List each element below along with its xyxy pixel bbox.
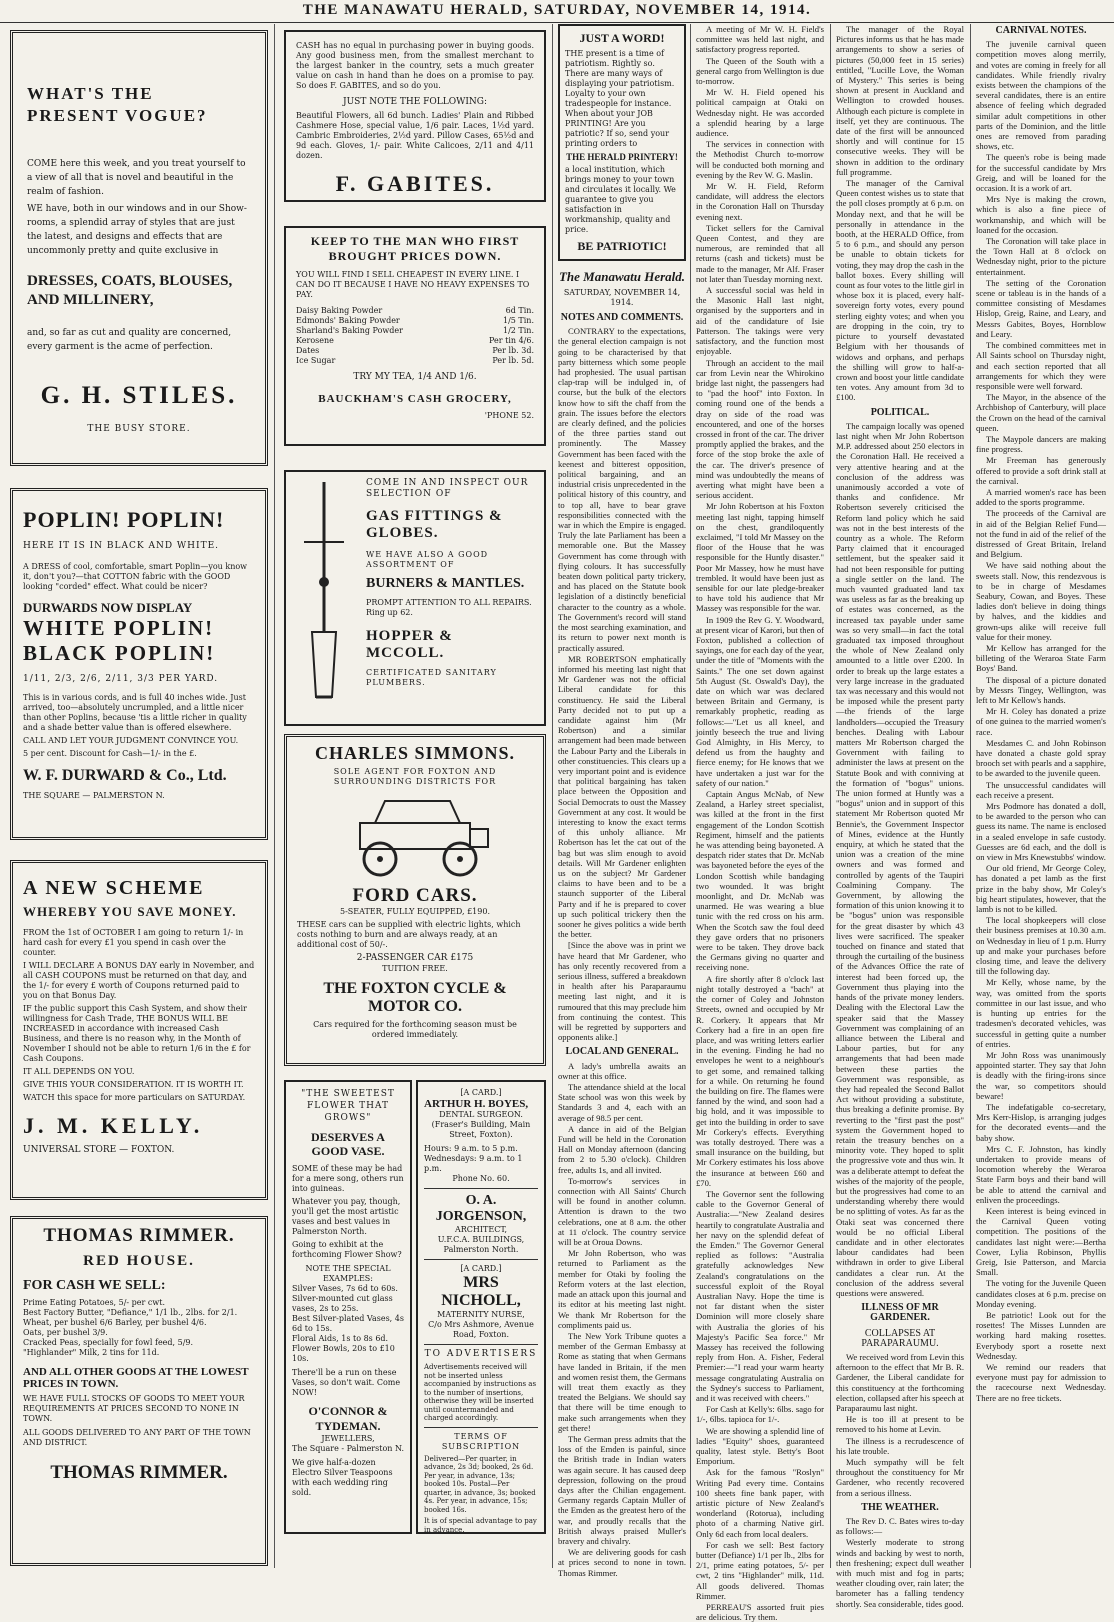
gas-lamp-icon bbox=[294, 482, 354, 712]
simmons-advert bbox=[284, 734, 546, 1066]
column-5 bbox=[836, 24, 964, 1609]
item-price: Per lb. 3d. bbox=[492, 346, 534, 355]
paragraph: Westerly moderate to strong winds and backing by west to north, then freshening; expect dull weather with much mist and fog in parts; weather clouding over, rain later; the barometer has a falling tendency shortly. Sea considerable, tides good. bbox=[836, 1537, 964, 1609]
ford-car-icon bbox=[330, 793, 500, 879]
list-item: Prime Eating Potatoes, 5/- per cwt. bbox=[23, 1298, 165, 1307]
durward-name: W. F. DURWARD & Co., Ltd. bbox=[23, 767, 227, 784]
list-item: Cracked Peas, specially for fowl feed, 5/9. bbox=[23, 1338, 194, 1347]
list-item: Floral Aids, 1s to 8s 6d. bbox=[292, 1334, 389, 1343]
rimmer-text: ALL GOODS DELIVERED TO ANY PART OF THE TOWN AND DISTRICT. bbox=[23, 1428, 251, 1447]
stiles-text: COME here this week, and you treat yourself to a view of all that is novel and beautiful in the realm of fashion. bbox=[27, 159, 246, 197]
oconnor-text: Whatever you pay, though, you'll get the most artistic vases and best values in Palmerston North. bbox=[292, 1197, 401, 1236]
section-heading: LOCAL AND GENERAL. bbox=[565, 1046, 679, 1058]
simmons-ford: FORD CARS. bbox=[352, 885, 478, 906]
rimmer-price-list bbox=[23, 1298, 255, 1358]
price-row bbox=[296, 356, 534, 366]
paragraph: Captain Angus McNab, of New Zealand, a Harley street specialist, was killed at the front in the first engagement of the London Scottish Regiment, himself and the patients he was attending being bayoneted. A despatch rider states that Dr. McNab was bayoneted before the eyes of the London Scottish while bandaging two wounded. It was bright moonlight, and Dr. McNab was unarmed. He was wearing a blue tunic with the red cross on his arm. When the Scotch saw the foul deed they gave orders that no prisoners were to be taken. They drove back the Germans giving no quarter and receiving none. bbox=[696, 789, 824, 973]
bauckham-price-list bbox=[296, 306, 534, 366]
paragraph: A fire shortly after 8 o'clock last night totally destroyed a "bach" at the corner of Coley and Johnston Streets, owned and occupied by Mr R. Corkery. It appears that Mr Corkery had a fire in an open fire place, and was writing letters earlier in the evening. Finding he had no envelopes he went to a neighbour's to get some, and remained talking for a while. On returning he found the building on fire. The flames were fanned by the wind, and soon had a big hold, and it was impossible to get into the building in order to save Mr Corkery's effects. Everything was totally destroyed. There was a small insurance on the building, but Mr Corkery estimates his loss above the insurance at between £60 and £70. bbox=[696, 973, 824, 1188]
cards-column bbox=[416, 1080, 546, 1534]
simmons-price: 5-SEATER, FULLY EQUIPPED, £190. bbox=[340, 907, 490, 916]
paragraph: The Mayor, in the absence of the Archbishop of Canterbury, will place the Crown on the head of the carnival queen. bbox=[976, 392, 1106, 433]
kelly-text: I WILL DECLARE A BONUS DAY early in November, and all CASH COUPONS must be returned on that day, and the 1/- for every £ worth of Coupons returned paid to you on that Bonus Day. bbox=[23, 961, 255, 1000]
justaword-text: THE present is a time of patriotism. Rightly so. There are many ways of displaying your patriotism. Loyalty to your own tradespeople for instance. When about your JOB PRINTING! Are you patriotic? If so, send your printing orders to bbox=[565, 49, 675, 148]
stiles-products: DRESSES, COATS, BLOUSES, AND MILLINERY, bbox=[27, 273, 233, 308]
item-name: Ice Sugar bbox=[296, 356, 336, 365]
durward-text: This is in various cords, and is full 40 inches wide. Just arrived, too—absolutely uncrumpled, and a little nicer than other Poplins, because 'tis a little richer in quality and a shade better value than is offered elsewhere. bbox=[23, 693, 247, 732]
justaword-printery: THE HERALD PRINTERY! bbox=[566, 152, 678, 162]
stiles-text: WE have, both in our windows and in our Show-rooms, a splendid array of styles that are just the latest, and designs and effects that are uncommonly pretty and quite exclusive in bbox=[27, 204, 247, 256]
durward-black: BLACK POPLIN! bbox=[23, 641, 216, 665]
hopper-sub: CERTIFICATED SANITARY PLUMBERS. bbox=[366, 668, 497, 687]
simmons-text: SOLE AGENT FOR FOXTON AND SURROUNDING DISTRICTS FOR bbox=[333, 767, 497, 786]
oconnor-text: SOME of these may be had for a mere song, others run into guineas. bbox=[292, 1164, 404, 1193]
paragraph: Mr John Robertson at his Foxton meeting last night, tapping himself on the chest, grandiloquently exclaimed, "I told Mr Massey on the floor of the House that he was responsible for the Huntly disaster." Poor Mr Massey, how he must have trembled. It would have been just as sensible for our late pledge-breaker to have told his audience that Mr Massey was responsible for the war. bbox=[696, 501, 824, 614]
oconnor-text: We give half-a-dozen Electro Silver Teaspoons with each wedding ring sold. bbox=[292, 1458, 393, 1497]
paragraph: A dance in aid of the Belgian Fund will be held in the Coronation Hall on Monday afternoon (dancing from 2 to 5.30 o'clock). Children free, adults 1s, and all invited. bbox=[558, 1123, 686, 1175]
justaword-heading: JUST A WORD! bbox=[579, 31, 665, 45]
paragraph: A meeting of Mr W. H. Field's committee was held last night, and satisfactory progress reported. bbox=[696, 24, 824, 55]
stiles-heading: WHAT'S THE PRESENT VOGUE? bbox=[27, 84, 208, 125]
paragraph: Mr W. H. Field, Reform candidate, will address the electors in the Coronation Hall on Thursday evening next. bbox=[696, 181, 824, 222]
paragraph: The queen's robe is being made for the successful candidate by Mrs Greig, and will be loaned for the occasion. It is a work of art. bbox=[976, 152, 1106, 194]
paragraph: CONTRARY to the expectations, the general election campaign is not going to be characterised by that party bitterness which some people had prophesied. The usual partisan clap-trap will be indulged in, of course, but the bulk of the electors know how to sift the chaff from the grain. The issues before the electors are clearly defined, and the policies of the three parties stand out prominently. The Massey Government has been faced with the keenest and bitterest opposition, political bargaining, and an industrial crisis unprecedented in the political history of this country, and to top all, have to bear grave responsibilities connected with the war in which the Empire is engaged. Truly the late Parliament has been a memorable one. But the Massey Government has come through with flying colours. It has successfully beaten down political party trickery, and has placed on the Statute book legislation of a distinctly beneficial character to the country as a whole. The Government's record will stand the most searching examination, and its return to power next month is practically assured. bbox=[558, 326, 686, 653]
hopper-heading: GAS FITTINGS & GLOBES. bbox=[366, 508, 503, 541]
kelly-heading: A NEW SCHEME bbox=[23, 877, 205, 899]
list-item: Silver-mounted cut glass vases, 2s to 25s. bbox=[292, 1294, 393, 1313]
kelly-advert bbox=[10, 860, 268, 1200]
item-price: 1/2 Tin. bbox=[502, 326, 534, 335]
paragraph: [Since the above was in print we have heard that Mr Gardener, who has only recently recovered from a serious illness, suffered a breakdown in health after his Paraparaumu meeting last night, and it is rumoured that this may preclude him from continuing the contest. This will be regretted by supporters and opponents alike.] bbox=[558, 940, 686, 1043]
paragraph: The proceeds of the Carnival are in aid of the Belgian Relief Fund—not the fund in aid of the relief of the distressed of Great Britain, Ireland and Belgium. bbox=[976, 508, 1106, 560]
justaword-text: a local institution, which brings money to your town and circulates it locally. We guarantee to give you satisfaction in workmanship, quality and price. bbox=[565, 165, 676, 234]
durward-text: A DRESS of cool, comfortable, smart Poplin—you know it, don't you?—that COTTON fabric with the GOOD looking "corded" effect. What could be nicer? bbox=[23, 562, 248, 591]
price-row bbox=[296, 316, 534, 326]
justaword-advert bbox=[558, 24, 686, 261]
paragraph: Through an accident to the mail car from Levin near the Whirokino bridge last night, the passengers had to "pad the hoof" into Foxton. In coming round one of the bends a dray on side of the road was encountered, and one of the horses crossed in front of the car. The driver promptly applied the brakes, and the force of the stop broke the axle of the car. The driver's presence of mind was undoubtedly the means of averting what might have been a serious accident. bbox=[696, 357, 824, 501]
paragraph: Ask for the famous "Roslyn" Writing Pad every time. Contains 100 sheets fine bank paper, with artistic picture of New Zealand's wonderland (Rotorua), including photo of a charming Native girl. Only 6d each from local dealers. bbox=[696, 1467, 824, 1539]
paragraph: We remind our readers that everyone must pay for admission to the racecourse next Wednesday. There are no free tickets. bbox=[976, 1362, 1106, 1403]
section-heading: POLITICAL. bbox=[870, 406, 930, 418]
simmons-heading: CHARLES SIMMONS. bbox=[314, 743, 516, 763]
paragraph: The Rev D. C. Bates wires to-day as follows:— bbox=[836, 1516, 964, 1537]
paragraph: The indefatigable co-secretary, Mrs Kerr-Hislop, is arranging judges for the decorated events—and the baby show. bbox=[976, 1101, 1106, 1143]
subscription-text: Delivered—Per quarter, in advance, 2s 3d; booked, 2s 6d. Per year, in advance, 13s; booked 10s. Postal—Per quarter, in advance, 3s; booked 4s. Per year, in advance, 15s; booked 16s. bbox=[424, 1454, 536, 1514]
price-row bbox=[296, 346, 534, 356]
hopper-text: COME IN AND INSPECT OUR SELECTION OF bbox=[366, 478, 529, 499]
paragraph: We have said nothing about the sweets stall. Now, this rendezvous is to be in charge of Mesdames Seabury, Cowan, and Boyes. These ladies don't believe in doing things by halves, and the kiddies and grown-ups alike will receive full value for their money. bbox=[976, 560, 1106, 642]
subscription-text: It is of special advantage to pay in advance. bbox=[424, 1517, 537, 1534]
section-subheading: COLLAPSES AT PARAPARAUMU. bbox=[861, 1327, 939, 1349]
bauckham-tea: TRY MY TEA, 1/4 AND 1/6. bbox=[353, 372, 477, 382]
paragraph: Mrs Nye is making the crown, which is also a fine piece of workmanship, and which will be loaned for the occasion. bbox=[976, 194, 1106, 235]
advertisers-heading: TO ADVERTISERS bbox=[424, 1349, 538, 1359]
paragraph: The German press admits that the loss of the Emden is painful, since the British trade in Indian waters was again secure. It has caused deep depression, following on the proud days after the Chilian engagement. Germany regards Captain Muller of the Emden as the greatest hero of the war, and proudly recalls that the British always praised Muller's bravery and chivalry. bbox=[558, 1433, 686, 1546]
gabites-name: F. GABITES. bbox=[335, 171, 495, 196]
durward-address: THE SQUARE — PALMERSTON N. bbox=[23, 791, 165, 800]
nicholl-name: MRS NICHOLL, bbox=[441, 1274, 521, 1309]
paragraph: Our old friend, Mr George Coley, has donated a pet lamb as the first prize in the baby show, Mr Coley's big heart stipulates, however, that the lamb is not to be killed. bbox=[976, 863, 1106, 915]
durward-white: WHITE POPLIN! bbox=[23, 616, 215, 640]
column-6 bbox=[976, 24, 1106, 1568]
kelly-text: IF the public support this Cash System, and show their willingness for Cash Trade, THE BONUS WILL BE INCREASED in accordance with increased Cash Business, and there is no reason why, in the Month of November I should not be able to return 1/6 in the £ for Cash Coupons. bbox=[23, 1004, 251, 1063]
stiles-name: G. H. STILES. bbox=[40, 382, 238, 409]
gabites-heading: JUST NOTE THE FOLLOWING: bbox=[342, 97, 488, 107]
bauckham-heading: KEEP TO THE MAN WHO FIRST BROUGHT PRICES DOWN. bbox=[310, 234, 520, 263]
paragraph: The Governor sent the following cable to the Governor General of Australia:—"New Zealand desires heartily to congratulate Australia and her navy on the splendid defeat of the Emden." The Governor General replied as follows: "Australia gratefully acknowledges New Zealand's congratulations on the successful exploit of the Royal Australian Navy. Hope the time is not far distant when the sister Dominion will more closely share with Australia the glories of his Majesty's Pacific Sea force." Mr Massey has received the following reply from Hon. A. Fisher, Federal Premier:—"I read your warm hearty message congratulating Australia on the Sydney's success to Parliament, and it was received with cheers." bbox=[696, 1188, 824, 1404]
simmons-tuition: TUITION FREE. bbox=[382, 964, 448, 973]
oconnor-advert bbox=[284, 1080, 412, 1534]
nicholl-address: C/o Mrs Ashmore, Avenue Road, Foxton. bbox=[428, 1320, 534, 1339]
paragraph: We received word from Levin this afternoon to the effect that Mr B. R. Gardener, the Liberal candidate for this constituency at the forthcoming election, collapsed after his speech at Paraparaumu last night. bbox=[836, 1352, 964, 1414]
rimmer-advert bbox=[10, 1216, 268, 1566]
gabites-text: Beautiful Flowers, all 6d bunch. Ladies' Plain and Ribbed Cashmere Hose, special value, 1/6 pair. Laces, 1½d yard. Cambric Embroideries, 2½d yard. Pillow Cases, 65½d and 9d each. Gloves, 1/- pair. White Calicoes, 2/11 and 4/11 dozen. bbox=[296, 111, 534, 160]
durward-discount: 5 per cent. Discount for Cash—1/- in the £. bbox=[23, 749, 197, 758]
oconnor-address: The Square - Palmerston N. bbox=[292, 1444, 404, 1453]
item-name: Dates bbox=[296, 346, 320, 355]
price-row bbox=[296, 306, 534, 316]
list-item: Flower Bowls, 20s to £10 10s. bbox=[292, 1344, 395, 1363]
durward-display: DURWARDS NOW DISPLAY bbox=[23, 600, 193, 615]
paragraph: Mesdames C. and John Robinson have donated a chaste gold spray brooch set with pearls and a sapphire, to be awarded to the juvenile queen. bbox=[976, 737, 1106, 779]
section-heading: CARNIVAL NOTES. bbox=[995, 25, 1087, 36]
boyes-role: DENTAL SURGEON. bbox=[439, 1110, 523, 1119]
oconnor-heading: "THE SWEETEST FLOWER THAT GROWS" bbox=[301, 1089, 395, 1123]
durward-prices: 1/11, 2/3, 2/6, 2/11, 3/3 PER YARD. bbox=[23, 674, 219, 684]
bauckham-advert bbox=[284, 226, 546, 446]
jorgenson-text: U.F.C.A. BUILDINGS, bbox=[437, 1235, 525, 1244]
item-name: Edmonds' Baking Powder bbox=[296, 316, 400, 325]
paragraph: Mr Kellow has arranged for the billeting of the Weraroa State Farm Boys' Band. bbox=[976, 642, 1106, 674]
hopper-text: PROMPT ATTENTION TO ALL REPAIRS. bbox=[366, 598, 532, 607]
oconnor-text: Going to exhibit at the forthcoming Flower Show? bbox=[292, 1240, 402, 1259]
oconnor-text: There'll be a run on these Vases, so don't wait. Come NOW! bbox=[292, 1368, 401, 1397]
paragraph: To-morrow's services in connection with All Saints' Church will be found in another column. Attention is drawn to the two celebrations, one at 8 a.m. the other at 11 o'clock. The country service will be at Oroua Downs. bbox=[558, 1175, 686, 1248]
durward-subheading: HERE IT IS IN BLACK AND WHITE. bbox=[23, 541, 220, 551]
advertisers-text: Advertisements received will not be inserted unless accompanied by instructions as to the number of insertions, otherwise they will be inserted until countermanded and charged accordingly. bbox=[424, 1363, 537, 1422]
paragraph: The New York Tribune quotes a member of the German Embassy at Rome as stating that when Germans have landed in Britain, if the men and women resist them, the Germans will treat them exactly as they treated the Belgians. We should say that there will be time enough to make such arrangements when they get there! bbox=[558, 1330, 686, 1433]
price-row bbox=[296, 336, 534, 346]
item-name: Kerosene bbox=[296, 336, 334, 345]
paragraph: The voting for the Juvenile Queen candidates closes at 6 p.m. precise on Monday evening. bbox=[976, 1278, 1106, 1309]
stiles-advert bbox=[10, 30, 268, 466]
paragraph: Mrs C. F. Johnston, has kindly undertaken to provide means of locomotion whereby the Weraroa State Farm boys and their band will be able to attend the carnival and enliven the proceedings. bbox=[976, 1143, 1106, 1205]
paragraph: A successful social was held in the Masonic Hall last night, organised by the supporters and in aid of the candidature of Isie Patterson. The takings were very satisfactory, and the function most enjoyable. bbox=[696, 285, 824, 357]
justaword-patriotic: BE PATRIOTIC! bbox=[577, 239, 667, 253]
hopper-text: WE HAVE ALSO A GOOD ASSORTMENT OF bbox=[366, 550, 489, 569]
item-price: Per tin 4/6. bbox=[488, 336, 534, 345]
kelly-sub: UNIVERSAL STORE — FOXTON. bbox=[23, 1145, 175, 1155]
paragraph: Mr Freeman has generously offered to provide a soft drink stall at the carnival. bbox=[976, 455, 1106, 486]
list-item: Best Factory Butter, "Defiance," 1/1 lb., 2lbs. for 2/1. bbox=[23, 1308, 238, 1317]
column-rule bbox=[552, 24, 553, 1568]
paragraph: The services in connection with the Methodist Church to-morrow will be conducted both morning and evening by the Rev W. G. Maslin. bbox=[696, 139, 824, 180]
oconnor-subheading: NOTE THE SPECIAL EXAMPLES: bbox=[305, 1264, 391, 1283]
paragraph: Mrs Podmore has donated a doll, to be awarded to the person who can guess its name. The name is enclosed in a sealed envelope in safe custody. Guesses are 6d each, and the doll is on view in Mrs Knewstubbs' window. bbox=[976, 801, 1106, 863]
hopper-heading: BURNERS & MANTLES. bbox=[366, 576, 525, 591]
column-4 bbox=[696, 24, 824, 1622]
paragraph: The illness is a recrudescence of his late trouble. bbox=[836, 1435, 964, 1456]
paragraph: The local shopkeepers will close their business premises at 10.30 a.m. on Wednesday in lieu of 1 p.m. Hurry up and make your purchases before closing time, and leave the delivery till the following day. bbox=[976, 915, 1106, 977]
jorgenson-name: O. A. JORGENSON, bbox=[435, 1193, 527, 1224]
rimmer-text: AND ALL OTHER GOODS AT THE LOWEST PRICES IN TOWN. bbox=[23, 1366, 249, 1390]
paragraph: The disposal of a picture donated by Messrs Tingey, Wellington, was left to Mr Kellow's hands. bbox=[976, 674, 1106, 705]
simmons-passenger: 2-PASSENGER CAR £175 bbox=[356, 953, 474, 963]
list-item: Wheat, per bushel 6/6 Barley, per bushel 4/6. bbox=[23, 1318, 207, 1327]
paragraph: Much sympathy will be felt throughout the constituency for Mr Gardener, who recently recovered from a serious illness. bbox=[836, 1457, 964, 1498]
boyes-name: ARTHUR H. BOYES, bbox=[424, 1098, 529, 1110]
paragraph: For Cash at Kelly's: 6lbs. sago for 1/-, 6lbs. tapioca for 1/-. bbox=[696, 1404, 824, 1425]
paragraph: We are delivering goods for cash at prices second to none in town. Thomas Rimmer. bbox=[558, 1547, 686, 1578]
rimmer-name: THOMAS RIMMER. bbox=[50, 1462, 228, 1483]
paragraph: The manager of the Carnival Queen contest wishes us to state that the poll closes promptly at 6 p.m. on Monday next, and that he will be personally in attendance in the booth, at the HERALD Office, from 5 to 6 p.m., and should any person be unable to obtain tickets for voting, they may drop the cash in the ballot boxes. Every shilling will count as four votes to the little girl in whose box it is placed, every half-sovereign forty votes, every pound sterling eighty votes; and when you are dropping in the coin, try to picture to yourself devastated Belgium with her thousands of widows and orphans, and perhaps the shilling will grow to half-a-crown and boost your little candidate ten votes. Any amount from 3d to £100. bbox=[836, 178, 964, 403]
boyes-phone: Phone No. 60. bbox=[452, 1174, 510, 1183]
paragraph: Mr W. H. Field opened his political campaign at Otaki on Wednesday night. He was accorded a splendid hearing by a large audience. bbox=[696, 87, 824, 139]
nicholl-role: MATERNITY NURSE, bbox=[437, 1310, 525, 1319]
price-row bbox=[296, 326, 534, 336]
oconnor-vase: DESERVES A GOOD VASE. bbox=[311, 1130, 385, 1158]
list-item: Best Silver-plated Vases, 4s 6d to 15s. bbox=[292, 1314, 404, 1333]
column-3 bbox=[558, 24, 686, 1578]
durward-text: CALL AND LET YOUR JUDGMENT CONVINCE YOU. bbox=[23, 736, 239, 745]
column-rule bbox=[690, 24, 691, 1568]
stiles-sub: THE BUSY STORE. bbox=[87, 424, 191, 434]
paragraph: Mr Kelly, whose name, by the way, was omitted from the sports committee in our last issue, and who is hunting up entries for the tradesmen's decorated vehicles, was successful in getting quite a number of entries. bbox=[976, 977, 1106, 1049]
gabites-advert bbox=[284, 30, 546, 202]
item-name: Daisy Baking Powder bbox=[296, 306, 383, 315]
rimmer-text: WE HAVE FULL STOCKS OF GOODS TO MEET YOUR REQUIREMENTS AT PRICES SECOND TO NONE IN TOWN. bbox=[23, 1394, 245, 1423]
stiles-text: and, so far as cut and quality are concerned, every garment is the acme of perfection. bbox=[27, 328, 232, 352]
durward-heading: POPLIN! POPLIN! bbox=[23, 507, 225, 532]
paragraph: Mr H. Coley has donated a prize of one guinea to the married women's race. bbox=[976, 706, 1106, 737]
hopper-name: HOPPER & MCCOLL. bbox=[366, 628, 453, 661]
item-name: Sharland's Baking Powder bbox=[296, 326, 403, 335]
kelly-name: J. M. KELLY. bbox=[23, 1113, 204, 1138]
jorgenson-role: ARCHITECT, bbox=[454, 1225, 508, 1234]
section-heading: THE WEATHER. bbox=[861, 1501, 939, 1513]
list-item: Silver Vases, 7s 6d to 60s. bbox=[292, 1284, 398, 1293]
column-rule bbox=[274, 24, 275, 1568]
paragraph: Ticket sellers for the Carnival Queen Contest, and they are numerous, are reminded that all returns (cash and tickets) must be made to the manager, Mr Alf. Fraser not later than Tuesday morning next. bbox=[696, 222, 824, 284]
masthead: THE MANAWATU HERALD, SATURDAY, NOVEMBER 14, 1914. bbox=[0, 2, 1114, 23]
rimmer-forcash: FOR CASH WE SELL: bbox=[23, 1278, 166, 1293]
paragraph: Keen interest is being evinced in the Carnival Queen voting competition. The positions of the candidates last night were:—Bertha Cower, Lylia Robinson, Phyllis Greig, Isie Patterson, and Marcia Small. bbox=[976, 1205, 1106, 1278]
kelly-text: FROM the 1st of OCTOBER I am going to return 1/- in hard cash for every £1 you spend in cash over the counter. bbox=[23, 928, 244, 957]
paragraph: The Coronation will take place in the Town Hall at 8 o'clock on Wednesday night, prior to the picture entertainment. bbox=[976, 236, 1106, 277]
durward-advert bbox=[10, 488, 268, 840]
paragraph: The setting of the Coronation scene or tableau is in the hands of a committee consisting of Mesdames Hislop, Greig, Raine, and Leary, and Messrs Gabites, Boyes, Hornblow and Leary. bbox=[976, 277, 1106, 339]
rimmer-heading: THOMAS RIMMER. bbox=[43, 1225, 235, 1246]
simmons-company: THE FOXTON CYCLE & MOTOR CO. bbox=[323, 980, 507, 1015]
paragraph: The attendance shield at the local State school was won this week by Standards 3 and 4, each with an average of 98.5 per cent. bbox=[558, 1082, 686, 1123]
paragraph: The Queen of the South with a general cargo from Wellington is due to-morrow. bbox=[696, 55, 824, 87]
paragraph: MR ROBERTSON emphatically informed his meeting last night that Mr Gardener was not the official Liberal candidate for this constituency. He said the Liberal Party decided not to put up a candidate against him (Mr Robertson) and a similar arrangement had been made between the Labour Party and the Liberals in other constituencies. This clears up a very important point and is evidence that political bargaining has taken place between the Opposition and Social Democrats to oust the Massey Government at any cost. It would be interesting to know the exact terms of this unholy alliance. Mr Robertson has let the cat out of the bag but was slim enough to avoid details. Will Mr Gardener enlighten us on the subject? Mr Gardener claims to have been and to be a staunch supporter of the Liberal Party and if he is prepared to cover up such political trickery then the sooner he gives politics a wide berth the better. bbox=[558, 653, 686, 940]
item-price: Per lb. 5d. bbox=[492, 356, 534, 365]
bauckham-phone: 'PHONE 52. bbox=[484, 411, 534, 420]
oconnor-list bbox=[292, 1284, 404, 1364]
card-label: [A CARD.] bbox=[460, 1088, 502, 1097]
boyes-address: (Fraser's Building, Main Street, Foxton). bbox=[431, 1120, 531, 1139]
boyes-hours: Hours: 9 a.m. to 5 p.m. Wednesdays: 9 a.m. to 1 p.m. bbox=[424, 1144, 523, 1173]
paragraph: Mr John Ross was unanimously appointed starter. They say that John is deadly with the firing-irons since the war, so competitors should beware! bbox=[976, 1049, 1106, 1101]
paragraph: We are showing a splendid line of ladies "Equity" shoes, guaranteed quality, latest style. Betty's Boot Emporium. bbox=[696, 1425, 824, 1467]
list-item: "Highlander" Milk, 2 tins for 11d. bbox=[23, 1348, 160, 1357]
gabites-text: CASH has no equal in purchasing power in buying goods. Any good business men, from the smallest merchant to the largest banker in the country, sets a much greater value on cash in hand than he does on a promise to pay. So does F. GABITES, and so do you. bbox=[296, 41, 534, 90]
oconnor-name: O'CONNOR & TYDEMAN. bbox=[308, 1404, 388, 1433]
section-heading: ILLNESS OF MR GARDENER. bbox=[861, 1302, 939, 1324]
hopper-advert bbox=[284, 470, 546, 726]
kelly-subheading: WHEREBY YOU SAVE MONEY. bbox=[23, 904, 237, 919]
section-heading: NOTES AND COMMENTS. bbox=[560, 312, 684, 323]
bauckham-text: YOU WILL FIND I SELL CHEAPEST IN EVERY LINE. I CAN DO IT BECAUSE I HAVE NO HEAVY EXPENSES TO PAY. bbox=[296, 270, 530, 299]
paragraph: Be patriotic! Look out for the rosettes! The Misses Lunnden are working hard making rosettes. Everybody sport a rosette next Wednesday. bbox=[976, 1309, 1106, 1361]
kelly-text: GIVE THIS YOUR CONSIDERATION. IT IS WORTH IT. bbox=[23, 1080, 244, 1089]
paragraph: The manager of the Royal Pictures informs us that he has made arrangements to show a series of pictures (50,000 feet in 15 series) entitled, "Lucille Love, the Woman of Mystery." This series is being shown at present in Auckland and Wellington to crowded houses. Although each picture is complete in itself, yet they are continuous. The date of the first will be announced shortly and will continue for 15 consecutive weeks. They will be shown in addition to the ordinary full programme. bbox=[836, 24, 964, 177]
paragraph: Mr John Robertson, who was returned to Parliament as the member for Otaki by fooling the Reform voters at the last election, made an attack upon this journal and its editor at his meeting last night. We thank Mr Robertson for the compliments paid us. bbox=[558, 1248, 686, 1330]
paragraph: The combined committees met in All Saints school on Thursday night, and each section reported that all arrangements for which they were responsible were well forward. bbox=[976, 340, 1106, 391]
paragraph: In 1909 the Rev G. Y. Woodward, at present vicar of Karori, but then of Foxton, published a collection of sayings, one for each day of the year, under the title of "Moments with the Saints." The one set down against 5th August (St. Oswald's Day), the date on which war was declared between Britain and Germany, is remarkably prophetic, reading as follows:—"Let us all kneel, and jointly beseech the true and living God Almighty, in His Mercy, to defend us from the haughty and fierce enemy; for He knows that we have undertaken a just war for the safety of our nation." bbox=[696, 614, 824, 788]
jorgenson-text: Palmerston North. bbox=[443, 1245, 519, 1254]
column-rule bbox=[830, 24, 831, 1568]
herald-title: The Manawatu Herald. bbox=[558, 269, 686, 284]
paragraph: The campaign locally was opened last night when Mr John Robertson M.P. addressed about 250 electors in the Coronation Hall. He received a very attentive hearing and at the conclusion of the address was unanimously accorded a vote of thanks and confidence. Mr Robertson severely criticised the Reform land policy which he said was not in the best interests of the country as a whole. The Reform Party claimed that it encouraged settlement, but the speaker said it had not been responsible for putting a single settler on the land. The much vaunted graduated land tax was useless as far as the breaking up of estates was concerned, as the increased tax payable under same was so very small—in fact the total graduated tax imposed throughout the whole of New Zealand only amounted to a little over £200. In order to break up the large estates a very large increase in the graduated tax was necessary and this would not be imposed while the present party—the friends of the large landholders—occupied the Treasury benches. Dealing with Labour matters Mr Robertson charged the Government with failing to administer the laws at present on the Statute Book and with conniving at the formation of "bogus" unions. The union formed at Huntly was a "bogus" union and in support of this statement Mr Robertson quoted Mr Bennie's, the Government Inspector of Mines, evidence at the Huntly enquiry, at which he stated that the union was a creation of the mine owners and was formed and controlled by agents of the Taupiri Coalmining Company. The Government, by allowing the formation of this union knowing it to be "bogus" union was responsible for the great disaster by which 43 lives were sacrificed. The speaker touched on finance and stated that through the curtailing of the business of the Advances Office the rate of interest had been forced up, the Government thus playing into the hands of the private money lenders. Dealing with the Electoral Law the speaker said that the Massey Government was complaining of an alliance between the Liberal and Labour parties, but for any arrangements that had been made between these parties the Government was responsible, as they had repealed the Second Ballot Act without providing a substitute, thus breaking a definite promise. By reverting to the "first past the post" system the Government hoped to retain the treasury benches on a minority vote. They hoped to split the progressive vote and thus win. It was a deliberate attempt to defeat the wishes of the majority of the people, but the progressives had come to an understanding whereby there would be no splitting of votes. As far as the Otaki seat was concerned there would be no official Liberal candidate and in other electorates labour candidates had been withdrawn in order to give Liberal candidates a clear run. At the conclusion of the address several questions were answered. bbox=[836, 420, 964, 1298]
item-price: 1/5 Tin. bbox=[502, 316, 534, 325]
paragraph: PERREAU'S assorted fruit pies are delicious. Try them. bbox=[696, 1602, 824, 1622]
rimmer-house: RED HOUSE. bbox=[83, 1253, 195, 1269]
kelly-text: WATCH this space for more particulars on SATURDAY. bbox=[23, 1093, 246, 1102]
hopper-ring: Ring up 62. bbox=[366, 608, 413, 617]
paragraph: A married women's race has been added to the sports programme. bbox=[976, 486, 1106, 508]
paragraph: For cash we sell: Best factory butter (Defiance) 1/1 per lb., 2lbs for 2/1, prime eating potatoes, 5/- per cwt, 2 tins "Highlander" milk, 11d. All goods delivered. Thomas Rimmer. bbox=[696, 1539, 824, 1601]
paragraph: The unsuccessful candidates will each receive a present. bbox=[976, 779, 1106, 800]
paragraph: A lady's umbrella awaits an owner at this office. bbox=[558, 1060, 686, 1081]
card-label: [A CARD.] bbox=[460, 1264, 502, 1273]
kelly-text: IT ALL DEPENDS ON YOU. bbox=[23, 1067, 135, 1076]
subscription-heading: TERMS OF SUBSCRIPTION bbox=[441, 1431, 521, 1451]
paragraph: The Maypole dancers are making fine progress. bbox=[976, 433, 1106, 455]
simmons-text: THESE cars can be supplied with electric lights, which costs nothing to burn and are always ready, at an additional cost of 50/-. bbox=[297, 920, 521, 949]
item-price: 6d Tin. bbox=[505, 306, 534, 315]
bauckham-name: BAUCKHAM'S CASH GROCERY, bbox=[318, 393, 512, 405]
oconnor-sub: JEWELLERS, bbox=[321, 1434, 375, 1443]
simmons-text: Cars required for the forthcoming season must be ordered immediately. bbox=[313, 1020, 517, 1039]
list-item: Oats, per bushel 3/9. bbox=[23, 1328, 108, 1337]
column-rule bbox=[970, 24, 971, 1568]
herald-date: SATURDAY, NOVEMBER 14, 1914. bbox=[563, 288, 681, 307]
paragraph: The juvenile carnival queen competition moves along merrily, and votes are coming in freely for all candidates. While friendly rivalry exists between the champions of the several candidates, there is an entire absence of feeling which degraded similar adult competitions in other parts of the Dominion, and the little ones are removed from parading shows, etc. bbox=[976, 39, 1106, 152]
paragraph: He is too ill at present to be removed to his home at Levin. bbox=[836, 1414, 964, 1435]
